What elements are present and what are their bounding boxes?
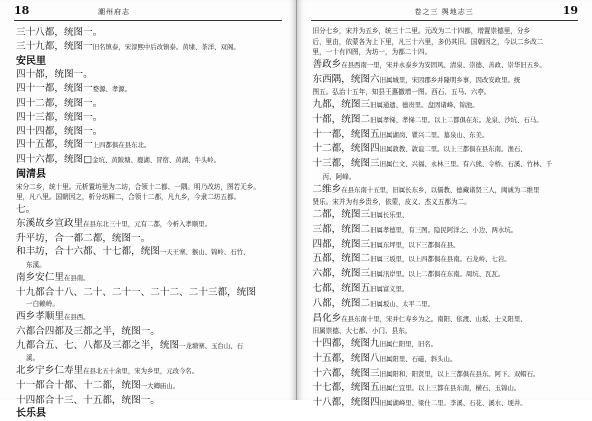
line-text: 十都，统图二 xyxy=(313,114,371,125)
line-note: 旧属仁文、兴福、永林三里。有六熊、令桥。石溪、竹林、千 xyxy=(380,160,553,168)
text-line xyxy=(16,203,286,217)
text-line xyxy=(16,138,286,153)
text-line xyxy=(313,37,583,48)
line-note: 一大卿庙山。 xyxy=(141,382,179,390)
line-note: 旧属湖岗、瞿兴二里。墓泉山、东美。 xyxy=(380,131,489,139)
right-page-body xyxy=(313,26,583,396)
line-text: 四十都，统图一。 xyxy=(16,69,93,80)
right-running-head: 卷之三 舆地志三 xyxy=(415,7,474,17)
line-text: 图五。弘治十五年，知县王惠撤增一图。西石、五马、六亭。 xyxy=(313,88,491,96)
text-line xyxy=(313,157,583,172)
text-line xyxy=(16,82,286,97)
line-text: 贤乐。宋并为有乡贵乡，依蒙，皮义、杰义五都为二。 xyxy=(313,198,471,206)
line-note: 在县东南十五里，旧属长东乡，以儒教、德藏诸贤三人，闽诚为二维里 xyxy=(341,186,539,194)
text-line xyxy=(16,182,286,193)
line-text: 三十八都，统图一。 xyxy=(16,27,102,38)
line-text: 六都合四都及三都之半，统图一。 xyxy=(16,326,160,337)
line-text: 四都，统图三 xyxy=(313,239,371,250)
line-text: 十八都，统图四 xyxy=(313,397,380,408)
text-line xyxy=(313,282,583,297)
line-text: 十四都合十三、十五都，统图一。 xyxy=(16,395,160,406)
line-text: 十三都，统图三 xyxy=(313,158,380,169)
text-line xyxy=(16,325,286,339)
line-text: 安民里 xyxy=(16,56,46,67)
line-text: 四十六都，统图□ xyxy=(16,154,92,165)
text-line xyxy=(16,217,286,232)
line-text: 三十九都，统图一 xyxy=(16,41,93,52)
text-line xyxy=(16,97,286,111)
line-note: 旧属阳和、阳贤里，以上三都俱在县东。阿下、双帽石。 xyxy=(380,370,540,378)
text-line xyxy=(313,58,583,73)
text-line xyxy=(313,73,583,88)
line-text: 西乡孝顺里 xyxy=(16,311,64,322)
line-note: 旧属城里，宋因郡乡并隆明乡事，因改安政里。统 xyxy=(380,76,521,84)
text-line xyxy=(16,286,286,300)
text-line xyxy=(313,197,583,208)
line-note: 旧属阳里、石磁、斜头山。 xyxy=(380,355,457,363)
line-text: 东溪。 xyxy=(26,261,46,269)
line-text: 后，里由，依蒙各为上下里，凡三十六里，多仍其旧。国朝因之，今以二乡改二 xyxy=(313,38,544,46)
line-note: 旧属仁阳里，旧名。 xyxy=(380,340,438,348)
line-text: 十二都，统图四 xyxy=(313,143,380,154)
line-text: 里，凡八里。国朝因之，析分坊厢二，合领十二都，凡九乡，今隶二坊五都。 xyxy=(16,193,240,201)
text-line xyxy=(16,232,286,246)
line-text: 旧分七乡，宋并为五乡，统三十二里。元改为二十四都，增置崇德里，分乡 xyxy=(313,27,531,35)
line-note: 旧属长乐里、 xyxy=(370,211,408,219)
line-text: 升平坊，合一都二都，统图一。 xyxy=(16,233,150,244)
text-line xyxy=(313,172,583,183)
left-page-header xyxy=(14,6,282,21)
line-note: 旧属湖峰里、梁仕二里。李溪、石花、溪水、埂井。 xyxy=(380,399,527,407)
text-line xyxy=(313,396,583,411)
line-text: 十四都，统图九 xyxy=(313,338,380,349)
text-line xyxy=(313,352,583,367)
line-text: 九都，统图三 xyxy=(313,99,371,110)
left-page-body xyxy=(16,26,286,396)
line-text: 十七都，统图五 xyxy=(313,382,380,393)
line-text: 十六都，统图三 xyxy=(313,368,380,379)
text-line xyxy=(313,367,583,382)
line-text: 旧属崇德、大七都、小门、县东。 xyxy=(313,327,412,335)
text-line xyxy=(313,297,583,312)
text-line xyxy=(16,192,286,203)
text-line xyxy=(16,26,286,40)
line-text: 长乐县 xyxy=(16,408,46,419)
line-note: 旧属三坂里，以上四都俱在县南。石龙岭、七岩。 xyxy=(370,255,511,263)
line-text: 十一都合十都、十二都，统图 xyxy=(16,380,141,391)
text-line xyxy=(16,111,286,125)
right-page xyxy=(297,0,592,400)
line-note: 上四都俱在县东北。 xyxy=(93,141,151,149)
text-line xyxy=(313,223,583,238)
text-line xyxy=(313,267,583,282)
line-text: 里，一十有四图，为坊一，为都二十四。 xyxy=(313,48,432,56)
text-line xyxy=(313,381,583,396)
line-note: 旧属汛岸里。以上二都俱在东南。周坑、瓦瓦。 xyxy=(370,270,504,278)
line-text: 七都，统图五 xyxy=(313,283,371,294)
line-note: 旧属敦教、敦谊二里。以上三都俱在县东南。渔石、 xyxy=(380,145,527,153)
line-text: 四十四都，统图一。 xyxy=(16,126,102,137)
text-line xyxy=(313,26,583,37)
line-text: 七。 xyxy=(16,204,35,215)
line-text: 六都，统图三 xyxy=(313,268,371,279)
line-note: 在县西。 xyxy=(64,313,90,321)
line-text: 十五都，统图八 xyxy=(313,353,380,364)
line-text: 东溪故乡宣政里 xyxy=(16,218,83,229)
line-note: 旧属仁宜里。以上三都在县东南，横石、玉锦山。 xyxy=(380,384,521,392)
right-page-number: 19 xyxy=(563,4,578,17)
text-line xyxy=(313,128,583,143)
text-line xyxy=(16,379,286,394)
line-note: 在县东北三十里，元有二都，今析入孝顺里。 xyxy=(83,220,211,228)
line-note: 旧名镇泰，宋淳熙中后改镇泰。黄埭、茶洋、双阁。 xyxy=(93,43,240,51)
left-running-head: 潮州府志 xyxy=(98,7,130,17)
text-line xyxy=(16,353,286,364)
text-line xyxy=(313,142,583,157)
text-line xyxy=(16,260,286,271)
line-text: 五都，统图二 xyxy=(313,253,371,264)
line-text: 一白赖岭。 xyxy=(26,300,59,308)
text-line xyxy=(16,364,286,379)
text-line xyxy=(313,113,583,128)
text-line xyxy=(16,68,286,82)
line-note: 一龙塘寨、玉台山、石 xyxy=(179,342,243,350)
text-line xyxy=(16,40,286,55)
line-text: 九都合五、七、八都及三都之半，统图 xyxy=(16,340,179,351)
text-line xyxy=(313,98,583,113)
line-text: 二维乡 xyxy=(313,184,342,195)
line-text: 闽清县 xyxy=(16,169,46,180)
text-line xyxy=(313,183,583,198)
text-line xyxy=(16,407,286,421)
line-note: 在县北五十余里，宋为乡里，元改今名。 xyxy=(83,367,198,375)
line-text: 和丰坊，合十六都、十七都，统图 xyxy=(16,246,160,257)
line-text: 南乡安仁里 xyxy=(16,272,64,283)
text-line xyxy=(16,271,286,286)
line-text: 溪。 xyxy=(26,354,39,362)
right-page-header xyxy=(311,6,579,21)
line-note: 一天王寨、猴山、锦岭、石竹、 xyxy=(160,248,249,256)
line-note: 旧属孝德里，有三图。隐民阿洋之、小边、两水坑。 xyxy=(370,226,517,234)
text-line xyxy=(313,87,583,98)
text-line xyxy=(16,299,286,310)
line-note: 旧属坂山、太平二里。 xyxy=(370,300,434,308)
text-line xyxy=(313,47,583,58)
text-line xyxy=(313,312,583,327)
line-note: 旧属通遗、德贵里。盘固诸峰、锦池。 xyxy=(370,101,479,109)
line-note: 旧属孝悌、孝悌二里。以上二都俱在东。龙泉、沙坑、石马。 xyxy=(370,116,543,124)
left-page xyxy=(0,0,297,400)
line-text: 四十三都，统图一。 xyxy=(16,112,102,123)
line-text: 十九都合十八、二十、二十一、二十二、二十三都，统图 xyxy=(16,287,256,298)
text-line xyxy=(16,310,286,325)
text-line xyxy=(16,153,286,168)
line-note: 旧属东坪里，以下三都俱在县。 xyxy=(370,241,459,249)
text-line xyxy=(16,394,286,408)
line-text: 东西隅，统图六 xyxy=(313,74,380,85)
text-line xyxy=(16,339,286,354)
line-text: 四十一都，统图一 xyxy=(16,83,93,94)
text-line xyxy=(313,238,583,253)
line-text: 四十五都，统图一 xyxy=(16,139,93,150)
text-line xyxy=(313,326,583,337)
line-note: 在县东南十里，宋并仁寿乡为之。南阳、依渡、山坂、士义阳里、 xyxy=(341,315,526,323)
text-line xyxy=(16,125,286,139)
line-text: 二都，统图三 xyxy=(313,209,371,220)
left-page-number: 18 xyxy=(14,4,29,17)
line-note: 旧属富义里。 xyxy=(370,285,408,293)
line-text: 三都，统图二 xyxy=(313,224,371,235)
line-text: 八都，统图二 xyxy=(313,298,371,309)
line-text: 宋分二乡，统十里。元析置坊里为二坊，合领十二都、一隅。明乃改坊，图若无乡。 xyxy=(16,183,260,191)
line-note: 婺源、孝源。 xyxy=(93,85,131,93)
line-text: 昌化乡 xyxy=(313,313,342,324)
line-text: 十一都，统图五 xyxy=(313,129,380,140)
line-note: 金坑、黄陂塘、鹿湖、冒宿、黄湖、牛头岭。 xyxy=(92,156,220,164)
line-text: 善政乡 xyxy=(313,59,342,70)
line-note: 在县西南一里，宋并永泰乡为安固风、清泉、崇德、善政、崇华旧五乡。 xyxy=(341,61,546,69)
text-line xyxy=(313,252,583,267)
text-line xyxy=(16,168,286,182)
line-text: 北乡宁乡仁寿里 xyxy=(16,365,83,376)
text-line xyxy=(16,245,286,260)
line-text: 四十二都，统图一。 xyxy=(16,98,102,109)
line-text: 丙、阿峰。 xyxy=(323,173,356,181)
text-line xyxy=(313,208,583,223)
text-line xyxy=(313,337,583,352)
text-line xyxy=(16,55,286,69)
line-note: 在县南。 xyxy=(64,274,90,282)
